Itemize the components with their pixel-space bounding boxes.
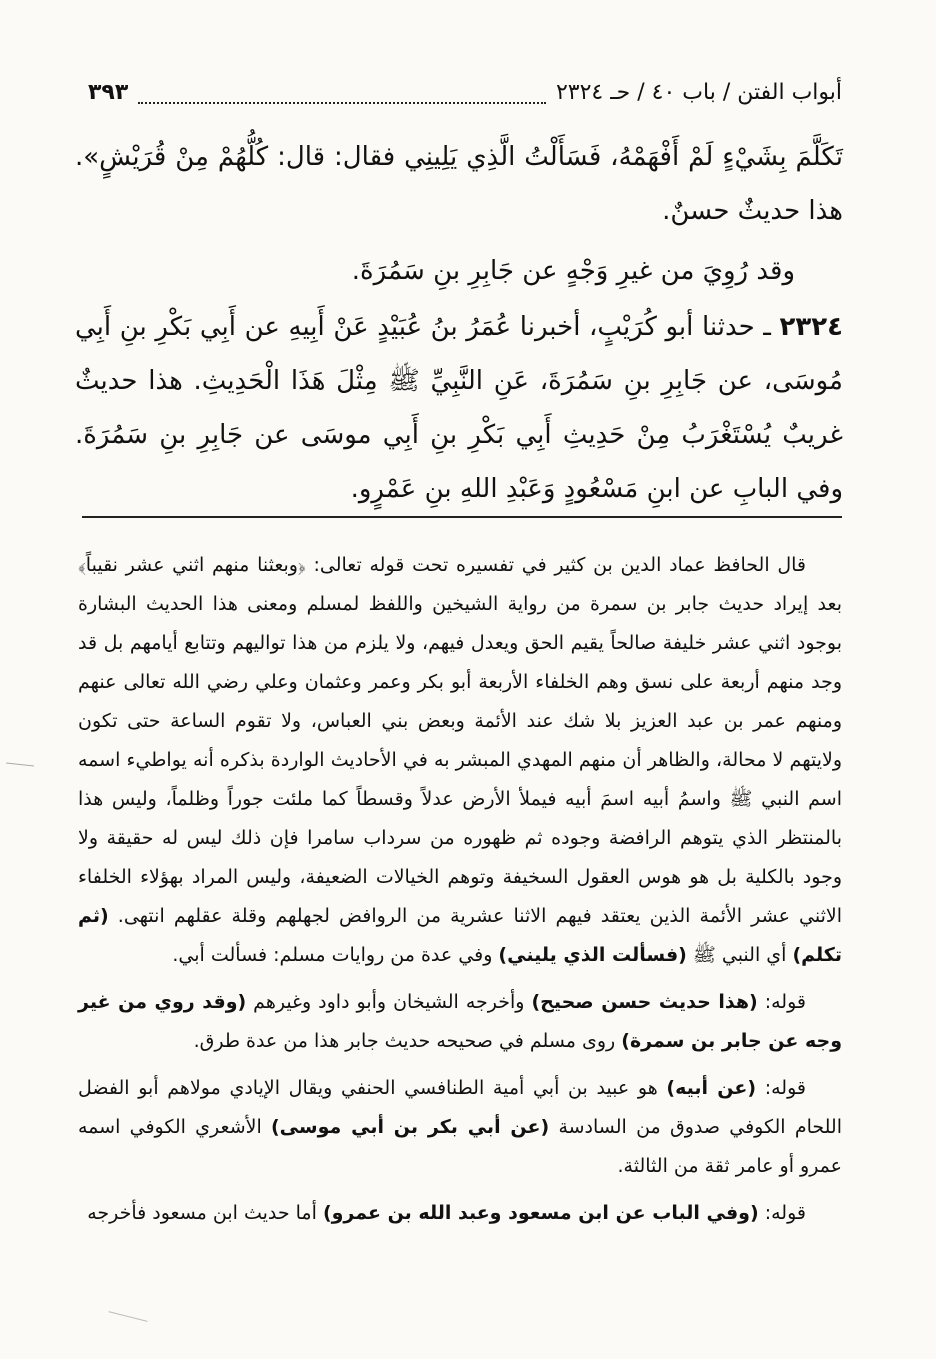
footnote-divider bbox=[82, 516, 842, 518]
qawluhu-label: قوله: bbox=[756, 1077, 806, 1099]
dotted-leader bbox=[138, 80, 546, 104]
scan-artifact bbox=[6, 763, 34, 767]
quoted-phrase: (فسألت الذي يليني) bbox=[498, 944, 687, 966]
main-paragraph-1: تَكَلَّمَ بِشَيْءٍ لَمْ أَفْهَمْهُ، فَسَأَلْتُ الَّذِي يَلِينِي فقال: قال: كُلُّهُمْ مِنْ قُرَيْشٍ». هذا حديثٌ حسنٌ. bbox=[75, 142, 843, 226]
hadith-number: ٢٣٢٤ bbox=[779, 312, 843, 342]
commentary-text: أما حديث ابن مسعود فأخرجه bbox=[87, 1202, 323, 1224]
hadith-text bbox=[75, 130, 843, 516]
commentary-text: وفي عدة من روايات مسلم: فسألت أبي. bbox=[172, 944, 499, 966]
hadith-body: ـ حدثنا أبو كُرَيْبٍ، أخبرنا عُمَرُ بنُ عُبَيْدٍ عَنْ أَبِيهِ عن أَبِي بَكْرِ بنِ أَبِي مُوسَى، عن جَابِرِ بنِ سَمُرَةَ، عَنِ النَّبِيِّ ﷺ مِثْلَ هَذَا الْحَدِيثِ. هذا حديثٌ غريبٌ يُسْتَغْرَبُ مِنْ حَدِيثِ أَبِي بَكْرِ بنِ أَبِي موسَى عن جَابِرِ بنِ سَمُرَةَ. وفي البابِ عن ابنِ مَسْعُودٍ وَعَبْدِ اللهِ بنِ عَمْرٍو. bbox=[75, 312, 843, 504]
commentary-paragraph-3 bbox=[78, 1069, 842, 1186]
page-number: ٣٩٣ bbox=[88, 79, 129, 105]
page-header bbox=[88, 72, 842, 112]
commentary-text: روى مسلم في صحيحه حديث جابر هذا من عدة طرق. bbox=[193, 1030, 622, 1052]
commentary-text: الأشعري الكوفي اسمه عمرو أو عامر ثقة من الثالثة. bbox=[78, 1116, 842, 1177]
scan-artifact bbox=[108, 1311, 147, 1322]
commentary-paragraph-4 bbox=[78, 1194, 842, 1233]
quoted-phrase: (هذا حديث حسن صحيح) bbox=[531, 991, 758, 1013]
quoted-phrase: (وفي الباب عن ابن مسعود وعبد الله بن عمرو) bbox=[322, 1202, 759, 1224]
running-title: أبواب الفتن / باب ٤٠ / حـ ٢٣٢٤ bbox=[555, 79, 842, 105]
commentary-paragraph-1 bbox=[78, 546, 842, 975]
commentary-text: هو عبيد بن أبي أمية الطنافسي الحنفي ويقال الإيادي مولاهم أبو الفضل اللحام الكوفي صدوق من السادسة bbox=[78, 1077, 842, 1138]
commentary-text: قال الحافظ عماد الدين بن كثير في تفسيره تحت قوله تعالى: ﴿وبعثنا منهم اثني عشر نقيباً﴾ بعد إيراد حديث جابر بن سمرة من رواية الشيخين واللفظ لمسلم ومعنى هذا الحديث البشارة بوجود اثني عشر خليفة صالحاً يقيم الحق ويعدل فيهم، ولا يلزم من هذا تواليهم وتتابع أيامهم بل قد وجد منهم أربعة على نسق وهم الخلفاء الأربعة أبو بكر وعمر وعثمان وعلي رضي الله تعالى عنهم ومنهم عمر بن عبد العزيز بلا شك عند الأئمة وبعض بني العباس، ولا تقوم الساعة حتى تكون ولايتهم لا محالة، والظاهر أن منهم المهدي المبشر به في الأحاديث الواردة بذكره أنه يواطيء اسمه اسم النبي ﷺ واسمُ أبيه اسمَ أبيه فيملأ الأرض عدلاً وقسطاً كما ملئت جوراً وظلماً، وليس هذا بالمنتظر الذي يتوهم الرافضة وجوده ثم ظهوره من سرداب سامرا فإن ذلك ليس له حقيقة ولا وجود بالكلية بل هو هوس العقول السخيفة وتوهم الخيالات الضعيفة، وليس المراد بهؤلاء الخلفاء الاثني عشر الأئمة الذين يعتقد فيهم الاثنا عشرية من الروافض لجهلهم وقلة عقلهم انتهى. bbox=[78, 554, 842, 927]
commentary-text: أي النبي ﷺ bbox=[686, 944, 793, 966]
commentary bbox=[78, 546, 842, 1233]
commentary-paragraph-2 bbox=[78, 983, 842, 1061]
quoted-phrase: (عن أبي بكر بن أبي موسى) bbox=[271, 1116, 550, 1138]
hadith-2324 bbox=[75, 300, 843, 516]
commentary-text: وأخرجه الشيخان وأبو داود وغيرهم bbox=[246, 991, 532, 1013]
quoted-phrase: (ثم تكلم) bbox=[78, 905, 842, 966]
main-paragraph-2: وقد رُوِيَ من غيرِ وَجْهٍ عن جَابِرِ بنِ سَمُرَةَ. bbox=[351, 256, 795, 286]
quoted-phrase: (وقد روي من غير وجه عن جابر بن سمرة) bbox=[78, 991, 842, 1052]
qawluhu-label: قوله: bbox=[757, 991, 806, 1013]
qawluhu-label: قوله: bbox=[758, 1202, 806, 1224]
quoted-phrase: (عن أبيه) bbox=[666, 1077, 757, 1099]
